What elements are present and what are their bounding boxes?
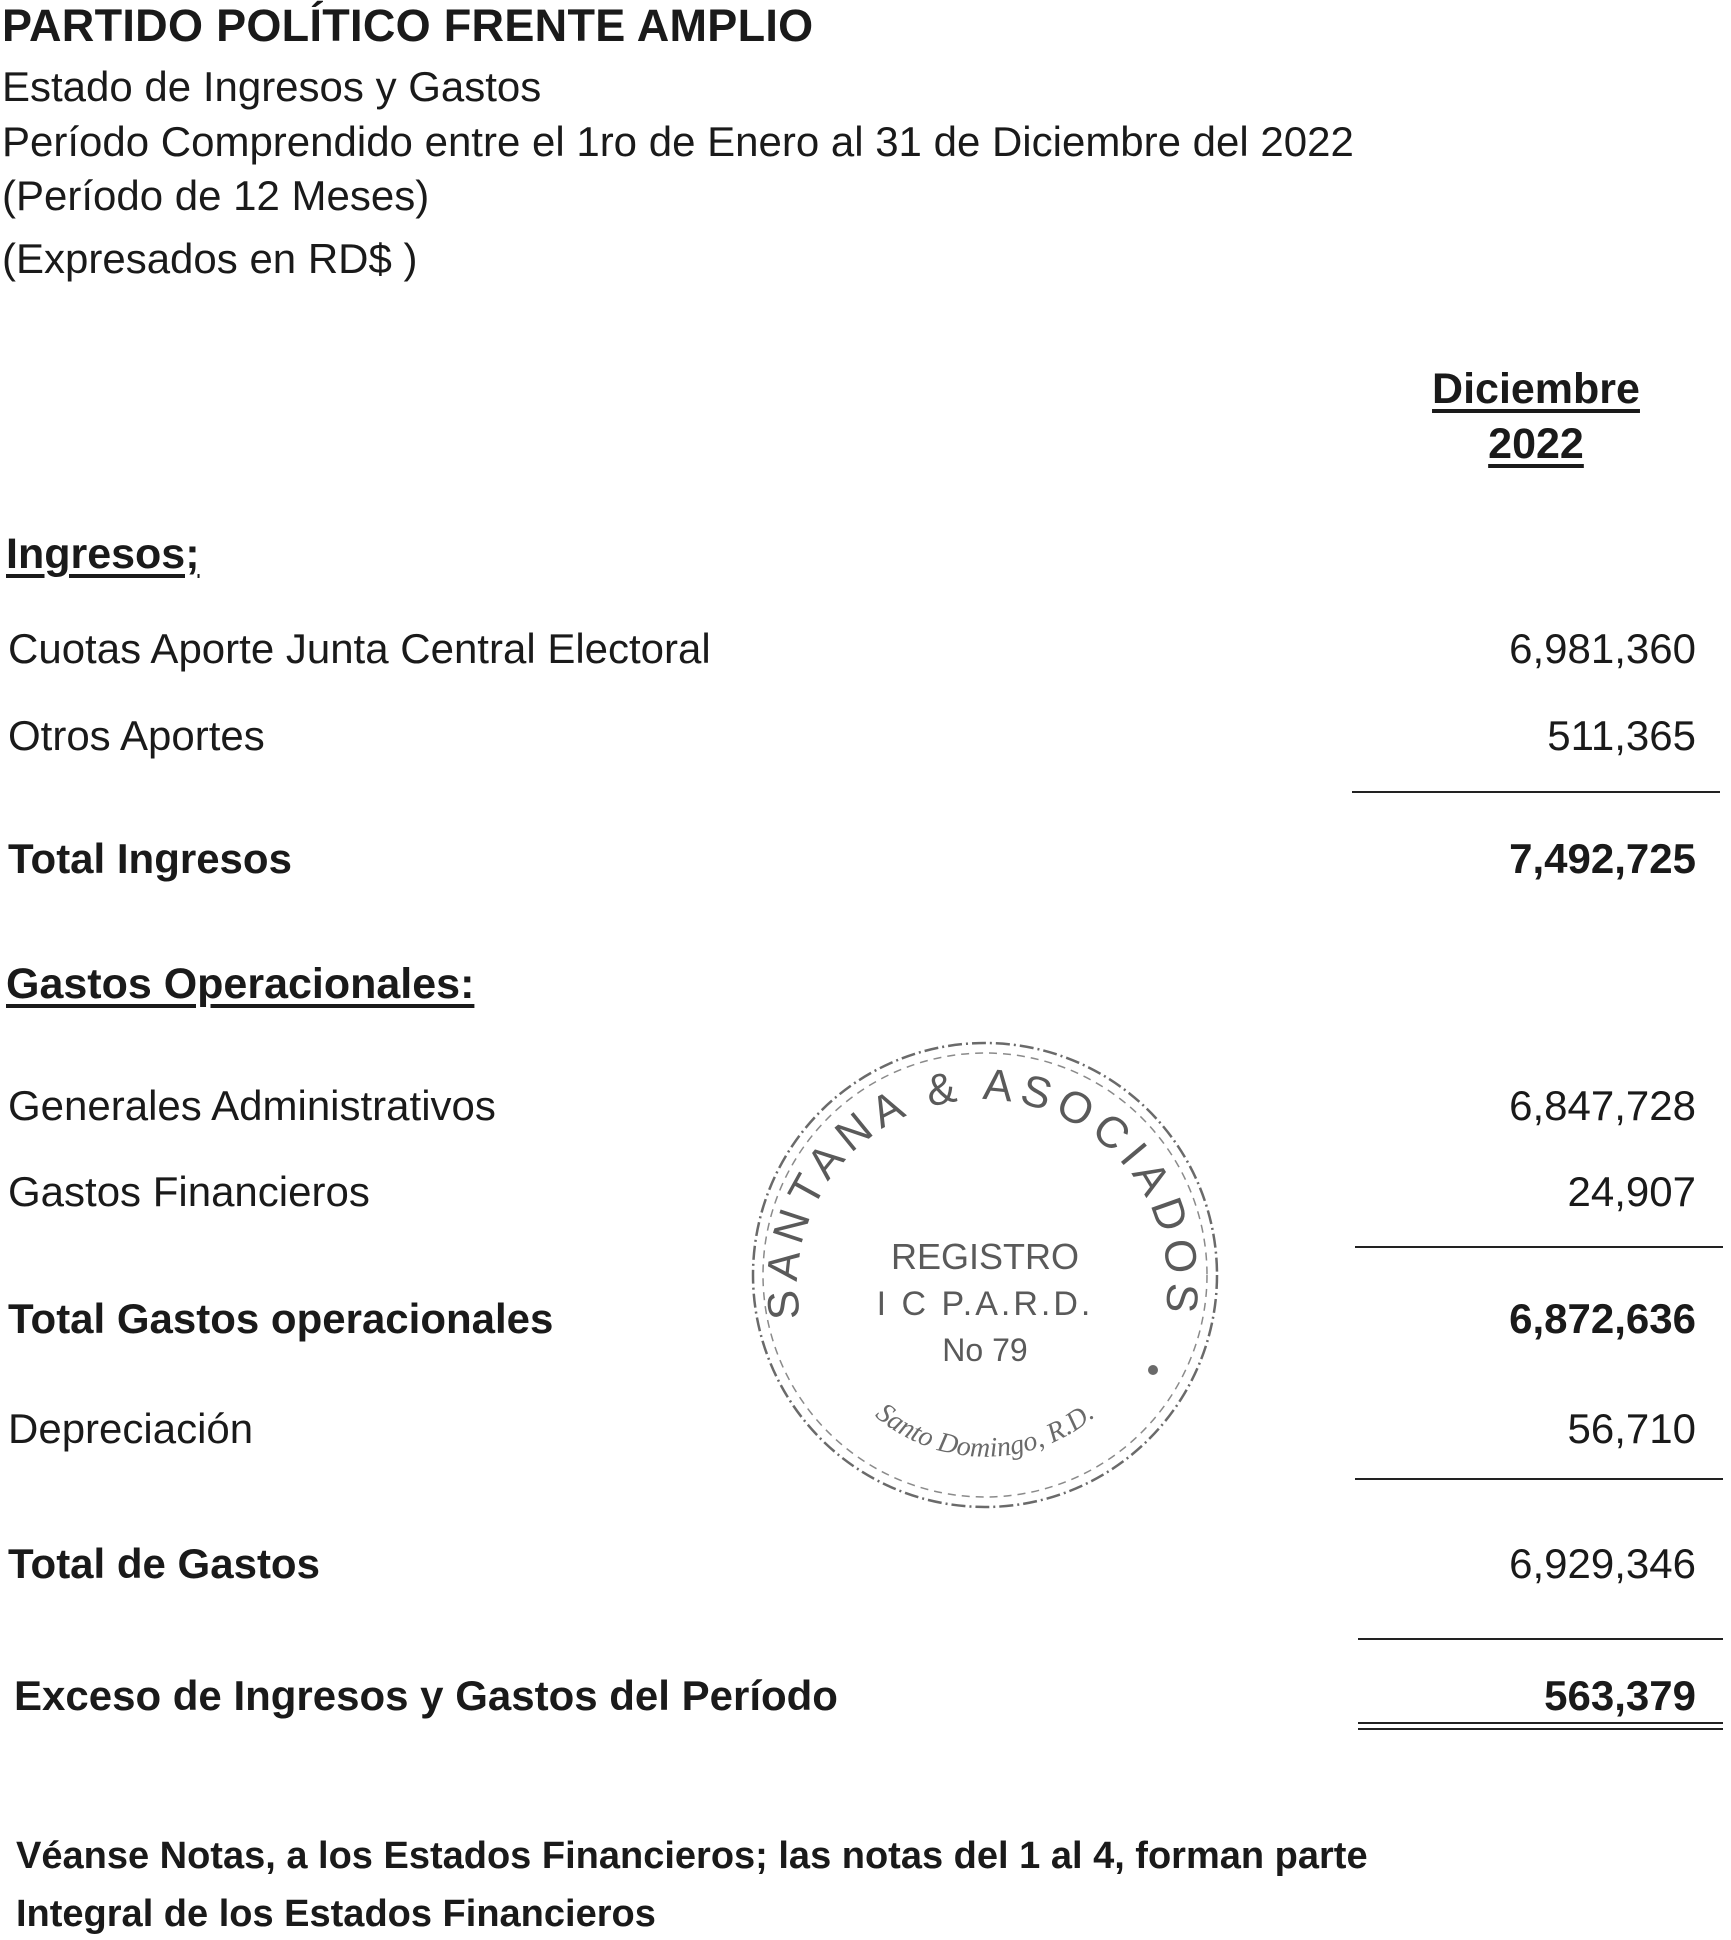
total-income-amount: 7,492,725 bbox=[1509, 835, 1696, 882]
subtotal-rule bbox=[1355, 1246, 1723, 1248]
stamp-number-text: No 79 bbox=[942, 1332, 1028, 1368]
expenses-section-title: Gastos Operacionales: bbox=[6, 960, 475, 1008]
depreciation-label: Depreciación bbox=[8, 1405, 254, 1452]
footer-note-line1: Véanse Notas, a los Estados Financieros; las notas del 1 al 4, forman parte bbox=[16, 1835, 1368, 1877]
stamp-seal-graphic bbox=[735, 1025, 1235, 1525]
total-income-label: Total Ingresos bbox=[8, 835, 292, 882]
subtotal-rule bbox=[1352, 791, 1720, 793]
period-text: Período Comprendido entre el 1ro de Enero al 31 de Diciembre del 2022 bbox=[2, 118, 1354, 165]
total-expenses-label: Total de Gastos bbox=[8, 1540, 320, 1587]
operational-total-amount: 6,872,636 bbox=[1509, 1295, 1696, 1342]
footer-note-line2: Integral de los Estados Financieros bbox=[16, 1893, 656, 1935]
stamp-dot bbox=[1148, 1365, 1158, 1375]
stamp-registro-text: REGISTRO bbox=[890, 1236, 1080, 1277]
stamp-ring-text: SANTANA & ASOCIADOS bbox=[757, 1059, 1208, 1322]
income-row-amount: 511,365 bbox=[1547, 712, 1696, 759]
expense-row-label: Generales Administrativos bbox=[8, 1082, 496, 1129]
income-row-label: Otros Aportes bbox=[8, 712, 265, 759]
column-header-year: 2022 bbox=[1488, 420, 1584, 468]
expense-row-label: Gastos Financieros bbox=[8, 1168, 370, 1215]
income-row-label: Cuotas Aporte Junta Central Electoral bbox=[8, 625, 711, 672]
depreciation-amount: 56,710 bbox=[1567, 1405, 1696, 1452]
result-amount: 563,379 bbox=[1544, 1672, 1696, 1719]
expense-row-amount: 24,907 bbox=[1567, 1168, 1696, 1215]
stamp-icpard-text: I C P.A.R.D. bbox=[876, 1285, 1094, 1323]
double-total-rule bbox=[1358, 1722, 1723, 1730]
company-title: PARTIDO POLÍTICO FRENTE AMPLIO bbox=[2, 0, 814, 51]
column-header-month: Diciembre bbox=[1432, 365, 1640, 413]
expense-row-amount: 6,847,728 bbox=[1509, 1082, 1696, 1129]
operational-total-label: Total Gastos operacionales bbox=[8, 1295, 554, 1342]
currency-note: (Expresados en RD$ ) bbox=[2, 235, 418, 282]
total-expenses-amount: 6,929,346 bbox=[1509, 1540, 1696, 1587]
stamp-city-text: Santo Domingo, R.D. bbox=[870, 1397, 1100, 1464]
statement-name: Estado de Ingresos y Gastos bbox=[2, 63, 542, 110]
auditor-stamp bbox=[735, 1025, 1235, 1525]
result-label: Exceso de Ingresos y Gastos del Período bbox=[14, 1672, 838, 1719]
income-section-title: Ingresos; bbox=[6, 530, 200, 578]
period-length: (Período de 12 Meses) bbox=[2, 172, 430, 219]
subtotal-rule bbox=[1355, 1478, 1723, 1480]
subtotal-rule bbox=[1358, 1638, 1723, 1640]
income-row-amount: 6,981,360 bbox=[1509, 625, 1696, 672]
